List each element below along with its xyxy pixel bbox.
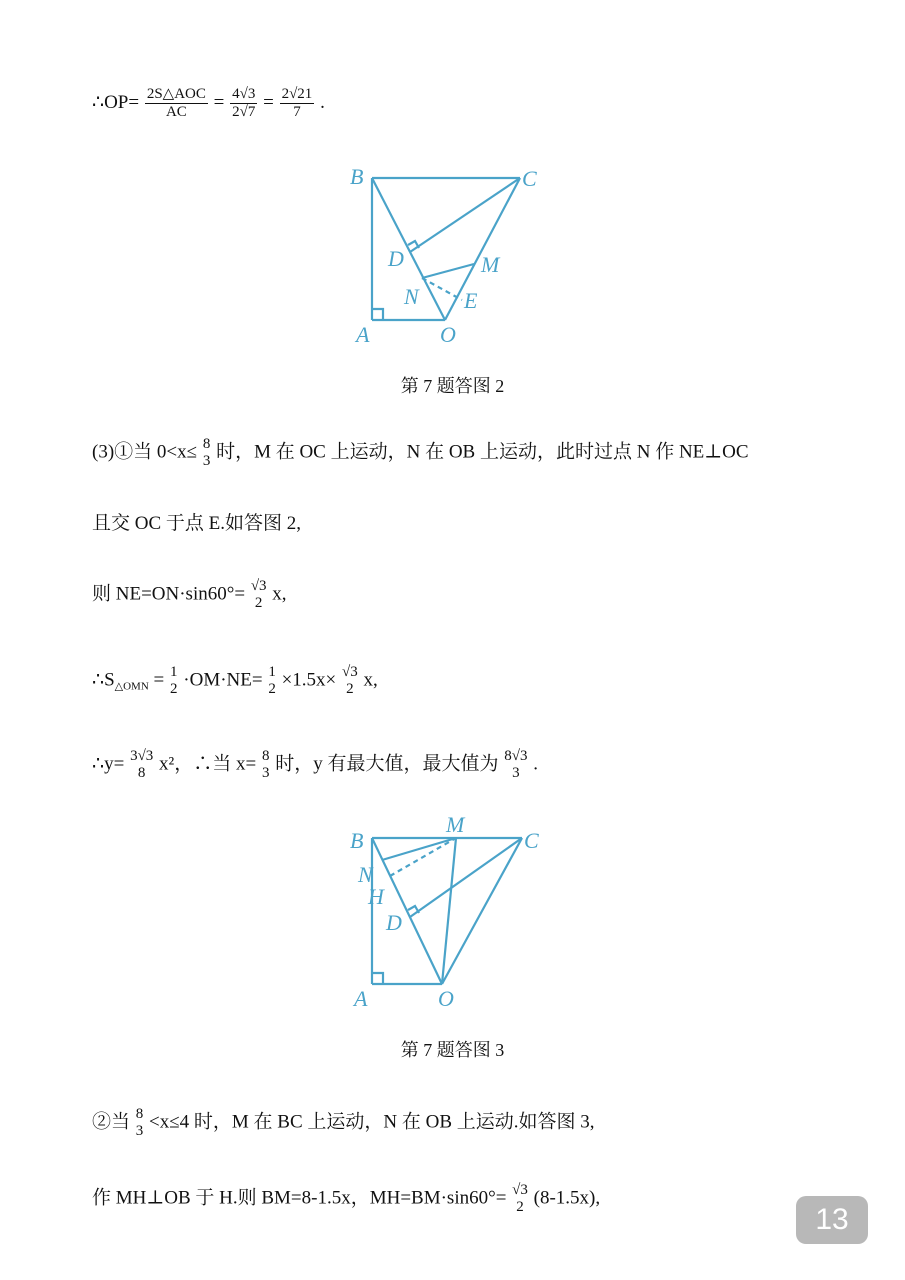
fig2-label-b: B xyxy=(350,164,364,189)
figure-3-diagram xyxy=(340,812,560,1012)
ne-formula-line: 则 NE=ON·sin60°= √3 2 x, xyxy=(92,578,287,611)
fig3-label-n: N xyxy=(358,862,373,887)
fraction-root3-over-2: √3 2 xyxy=(250,578,267,611)
fig3-segment-nm xyxy=(382,838,456,860)
fig2-right-angle-a xyxy=(372,309,383,320)
fraction-4root3-over-2root7: $\frac{4√3}{2√7}$ xyxy=(232,86,256,120)
fig2-label-o: O xyxy=(440,322,456,347)
fig2-label-a: A xyxy=(356,322,370,347)
fig3-label-c: C xyxy=(524,828,539,853)
fraction-root3-over-2-b: √3 2 xyxy=(342,664,358,697)
op-lhs: ∴OP= xyxy=(92,91,140,113)
mh-formula-line: 作 MH⊥OB 于 H.则 BM=8-1.5x，MH=BM·sin60°= √3 2 (8-1.5x), xyxy=(92,1182,601,1215)
fig3-label-h: H xyxy=(368,884,384,909)
figure-2-diagram xyxy=(340,160,560,350)
fig3-label-m: M xyxy=(446,812,465,837)
case1-condition-line: (3)①当 0<x≤ 8 3 时，M 在 OC 上运动，N 在 OB 上运动，此时过点 N 作 NE⊥OC xyxy=(92,436,749,469)
case2-condition-line: ②当 8 3 <x≤4 时，M 在 BC 上运动，N 在 OB 上运动.如答图 3, xyxy=(92,1106,595,1139)
figure-2-caption: 第 7 题答图 2 xyxy=(400,376,505,396)
fig3-label-b: B xyxy=(350,828,364,853)
fig2-label-e: E xyxy=(464,288,478,313)
fraction-8root3-over-3: 8√3 3 xyxy=(504,748,528,781)
fig3-segment-hm-dashed xyxy=(390,838,456,876)
fig3-right-angle-d xyxy=(408,906,419,913)
page-number-badge: 13 xyxy=(796,1196,868,1244)
fraction-2s-aoc-over-ac: $\frac{\text{2S△AOC}}{AC}$ xyxy=(146,86,206,120)
fig2-label-d: D xyxy=(388,246,404,271)
fig3-label-d: D xyxy=(386,910,402,935)
fig2-right-angle-d xyxy=(408,241,419,248)
figure-3-caption: 第 7 题答图 3 xyxy=(400,1040,505,1060)
fraction-8-over-3-b: 8 3 xyxy=(261,748,270,781)
y-max-line: ∴y= 3√3 8 x²，∴当 x= 8 3 时，y 有最大值，最大值为 8√3 3 . xyxy=(92,748,538,781)
fig2-segment-dc xyxy=(410,178,520,252)
area-omn-line: $\therefore S_{\triangle OMN}$ = 1 2 ·OM·NE= 1 2 ×1.5x× √3 2 x, xyxy=(92,664,378,697)
fig3-label-a: A xyxy=(354,986,368,1011)
fraction-1-over-2-a: 1 2 xyxy=(170,664,178,697)
fig2-label-n: N xyxy=(404,284,419,309)
fraction-1-over-2-b: 1 2 xyxy=(268,664,276,697)
fig2-segment-oc xyxy=(445,178,520,320)
fig2-label-c: C xyxy=(522,166,537,191)
op-formula-line: ∴OP= $\frac{\text{2S△AOC}}{AC}$ = $\frac{4√3}{2√7}$ = $\frac{2√21}{7}$ . xyxy=(92,86,325,120)
fig3-right-angle-a xyxy=(372,973,383,984)
intersect-e-line: 且交 OC 于点 E.如答图 2, xyxy=(92,513,302,534)
fig3-label-o: O xyxy=(438,986,454,1011)
fig2-segment-nm xyxy=(422,264,474,278)
fraction-8-over-3-c: 8 3 xyxy=(135,1106,144,1139)
fraction-root3-over-2-c: √3 2 xyxy=(512,1182,528,1215)
fraction-8-over-3: 8 3 xyxy=(202,436,211,469)
fig3-segment-dc xyxy=(410,838,522,917)
fraction-3root3-over-8: 3√3 8 xyxy=(130,748,154,781)
fraction-2root21-over-7: $\frac{2√21}{7}$ xyxy=(281,86,313,120)
fig2-label-m: M xyxy=(481,252,500,277)
